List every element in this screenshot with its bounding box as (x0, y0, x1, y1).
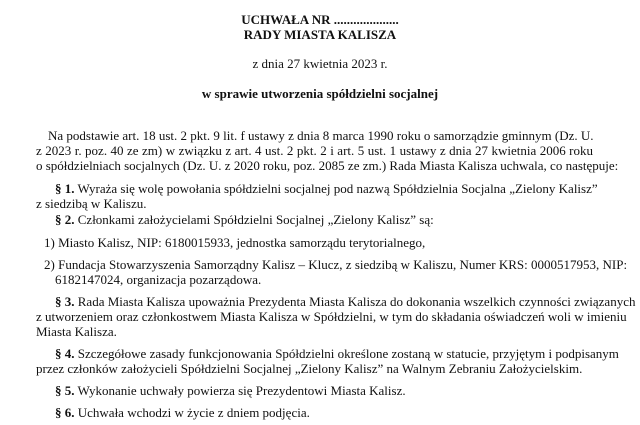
section-1-mark: § 1. (55, 181, 75, 196)
section-5-text: Wykonanie uchwały powierza się Prezydentowi Miasta Kalisz. (77, 383, 406, 398)
section-6-mark: § 6. (55, 405, 75, 420)
section-1-text: Wyraża się wolę powołania spółdzielni socjalnej pod nazwą Spółdzielnia Socjalna „Zielony Kalisz” (77, 181, 598, 196)
section-2 (55, 212, 434, 227)
section-3-text: Rada Miasta Kalisza upoważnia Prezydenta Miasta Kalisza do dokonania wszelkich czynności związanych (77, 294, 636, 309)
member-1-number: 1) (44, 235, 55, 250)
preamble-line-2: z 2023 r. poz. 40 ze zm) w związku z art. 4 ust. 2 pkt. 2 i art. 5 ust. 1 ustawy z dnia 27 kwietnia 2006 roku (36, 143, 593, 158)
member-1 (44, 235, 425, 250)
section-4-mark: § 4. (55, 346, 75, 361)
section-2-mark: § 2. (55, 212, 75, 227)
member-2-text: Fundacja Stowarzyszenia Samorządny Kalisz – Klucz, z siedzibą w Kaliszu, Numer KRS: 0000517953, NIP: (58, 257, 628, 272)
member-2-line-2: 6182147024, organizacja pozarządowa. (55, 272, 262, 287)
section-4-text: Szczegółowe zasady funkcjonowania Spółdzielni określone zostaną w statucie, przyjętym i podpisanym (77, 346, 619, 361)
section-4-line-2: przez członków założycieli Spółdzielni Socjalnej „Zielony Kalisz” na Walnym Zebraniu Założycielskim. (36, 361, 583, 376)
section-4 (55, 346, 619, 361)
council-name: RADY MIASTA KALISZA (243, 27, 397, 42)
section-1-line-2: z siedzibą w Kaliszu. (36, 196, 147, 211)
section-3-mark: § 3. (55, 294, 75, 309)
section-6 (55, 405, 310, 420)
preamble-line-3: o spółdzielniach socjalnych (Dz. U. z 2020 roku, poz. 2085 ze zm.) Rada Miasta Kalisza uchwala, co następuje: (36, 158, 619, 173)
section-3-line-2: z utworzeniem oraz członkostwem Miasta Kalisza w Spółdzielni, w tym do składania oświadczeń woli w imieniu (36, 309, 627, 324)
section-5-mark: § 5. (55, 383, 75, 398)
preamble-line-1: Na podstawie art. 18 ust. 2 pkt. 9 lit. f ustawy z dnia 8 marca 1990 roku o samorządzie gminnym (Dz. U. (48, 128, 594, 143)
section-3 (55, 294, 636, 309)
section-6-text: Uchwała wchodzi w życie z dniem podjęcia. (77, 405, 310, 420)
resolution-title: UCHWAŁA NR .................... (241, 12, 399, 27)
section-5 (55, 383, 406, 398)
member-2-number: 2) (44, 257, 55, 272)
member-1-text: Miasto Kalisz, NIP: 6180015933, jednostka samorządu terytorialnego, (58, 235, 426, 250)
resolution-date: z dnia 27 kwietnia 2023 r. (252, 56, 388, 71)
member-2 (44, 257, 628, 272)
section-1 (55, 181, 598, 196)
section-3-line-3: Miasta Kalisza. (36, 324, 117, 339)
section-2-text: Członkami założycielami Spółdzielni Socjalnej „Zielony Kalisz” są: (77, 212, 434, 227)
resolution-subject: w sprawie utworzenia spółdzielni socjalnej (201, 86, 439, 101)
